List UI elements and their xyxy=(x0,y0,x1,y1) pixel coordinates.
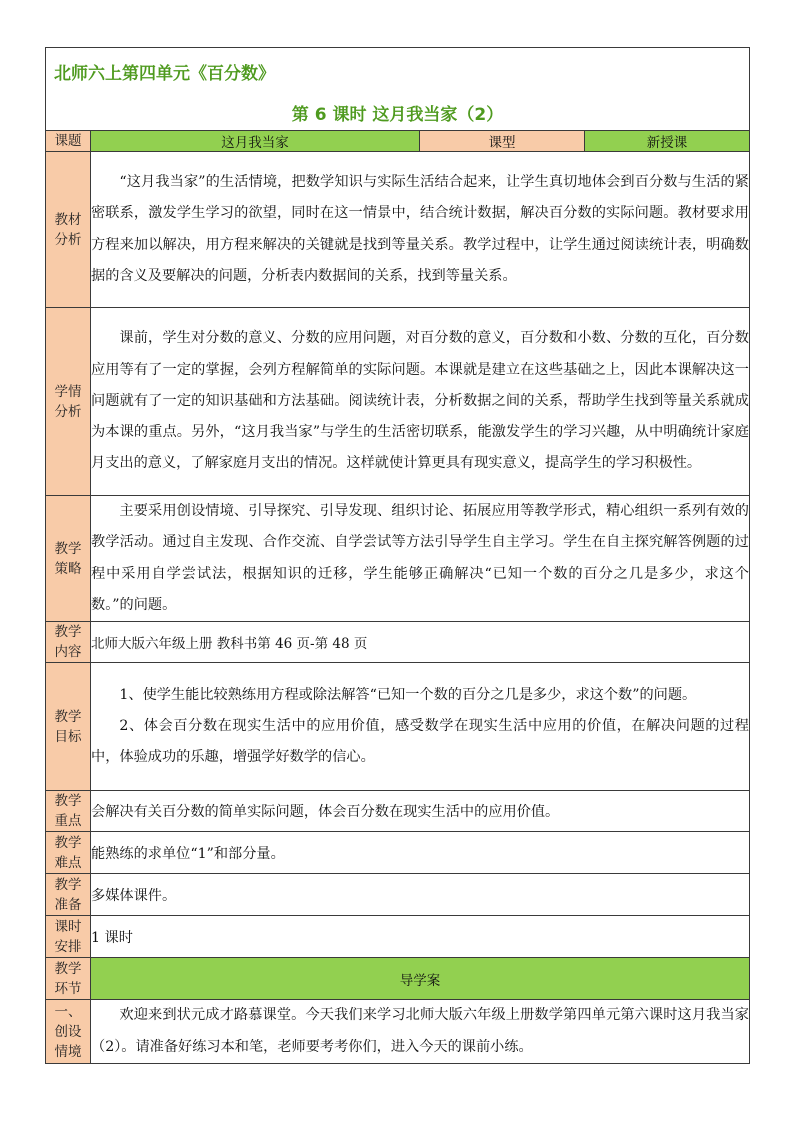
strategy-text: 主要采用创设情境、引导探究、引导发现、组织讨论、拓展应用等教学形式，精心组织一系列有效的教学活动。通过自主发现、合作交流、自学尝试等方法引导学生自主学习。学生在自主探究解答例题的过程中采用自学尝试法，根据知识的迁移，学生能够正确解决“已知一个数的百分之几是多少，求这个数。”的问题。 xyxy=(91,496,750,622)
goal-1: 1、使学生能比较熟练用方程或除法解答“已知一个数的百分之几是多少，求这个数”的问题。 xyxy=(119,686,697,703)
topic-label: 课题 xyxy=(46,131,91,152)
difficulty-label: 教学难点 xyxy=(46,832,91,874)
schedule-label: 课时安排 xyxy=(46,916,91,958)
guide-header: 导学案 xyxy=(91,958,750,1000)
difficulty-text: 能熟练的求单位“1”和部分量。 xyxy=(91,832,750,874)
content-text: 北师大版六年级上册 教科书第 46 页-第 48 页 xyxy=(91,622,750,663)
title-cell xyxy=(46,48,750,131)
student-analysis-label: 学情分析 xyxy=(46,308,91,496)
unit-title: 北师六上第四单元《百分数》 xyxy=(54,64,275,84)
content-label: 教学内容 xyxy=(46,622,91,663)
type-value: 新授课 xyxy=(585,131,750,152)
material-analysis-label: 教材分析 xyxy=(46,152,91,308)
lesson-title: 第 6 课时 这月我当家（2） xyxy=(291,105,504,125)
goals-text xyxy=(91,663,750,791)
scenario-text: 欢迎来到状元成才路慕课堂。今天我们来学习北师大版六年级上册数学第四单元第六课时这月我当家（2）。请准备好练习本和笔，老师要考考你们，进入今天的课前小练。 xyxy=(91,1000,750,1064)
steps-label: 教学环节 xyxy=(46,958,91,1000)
topic-value: 这月我当家 xyxy=(91,131,420,152)
schedule-text: 1 课时 xyxy=(91,916,750,958)
scenario-label: 一、创设情境 xyxy=(46,1000,91,1064)
material-analysis-text: “这月我当家”的生活情境，把数学知识与实际生活结合起来，让学生真切地体会到百分数与生活的紧密联系，激发学生学习的欲望，同时在这一情景中，结合统计数据，解决百分数的实际问题。教材要求用方程来加以解决，用方程来解决的关键就是找到等量关系。教学过程中，让学生通过阅读统计表，明确数据的含义及要解决的问题，分析表内数据间的关系，找到等量关系。 xyxy=(91,152,750,308)
goals-label: 教学目标 xyxy=(46,663,91,791)
goal-2: 2、体会百分数在现实生活中的应用价值，感受数学在现实生活中应用的价值，在解决问题的过程中，体验成功的乐趣，增强学好数学的信心。 xyxy=(91,717,749,766)
key-point-text: 会解决有关百分数的简单实际问题，体会百分数在现实生活中的应用价值。 xyxy=(91,791,750,832)
preparation-label: 教学准备 xyxy=(46,874,91,916)
key-point-label: 教学重点 xyxy=(46,791,91,832)
type-label: 课型 xyxy=(420,131,585,152)
lesson-plan-table xyxy=(45,47,750,1064)
strategy-label: 教学策略 xyxy=(46,496,91,622)
preparation-text: 多媒体课件。 xyxy=(91,874,750,916)
student-analysis-text: 课前，学生对分数的意义、分数的应用问题，对百分数的意义，百分数和小数、分数的互化，百分数应用等有了一定的掌握，会列方程解简单的实际问题。本课就是建立在这些基础之上，因此本课解决这一问题就有了一定的知识基础和方法基础。阅读统计表，分析数据之间的关系，帮助学生找到等量关系就成为本课的重点。另外，“这月我当家”与学生的生活密切联系，能激发学生的学习兴趣，从中明确统计家庭月支出的意义，了解家庭月支出的情况。这样就使计算更具有现实意义，提高学生的学习积极性。 xyxy=(91,308,750,496)
